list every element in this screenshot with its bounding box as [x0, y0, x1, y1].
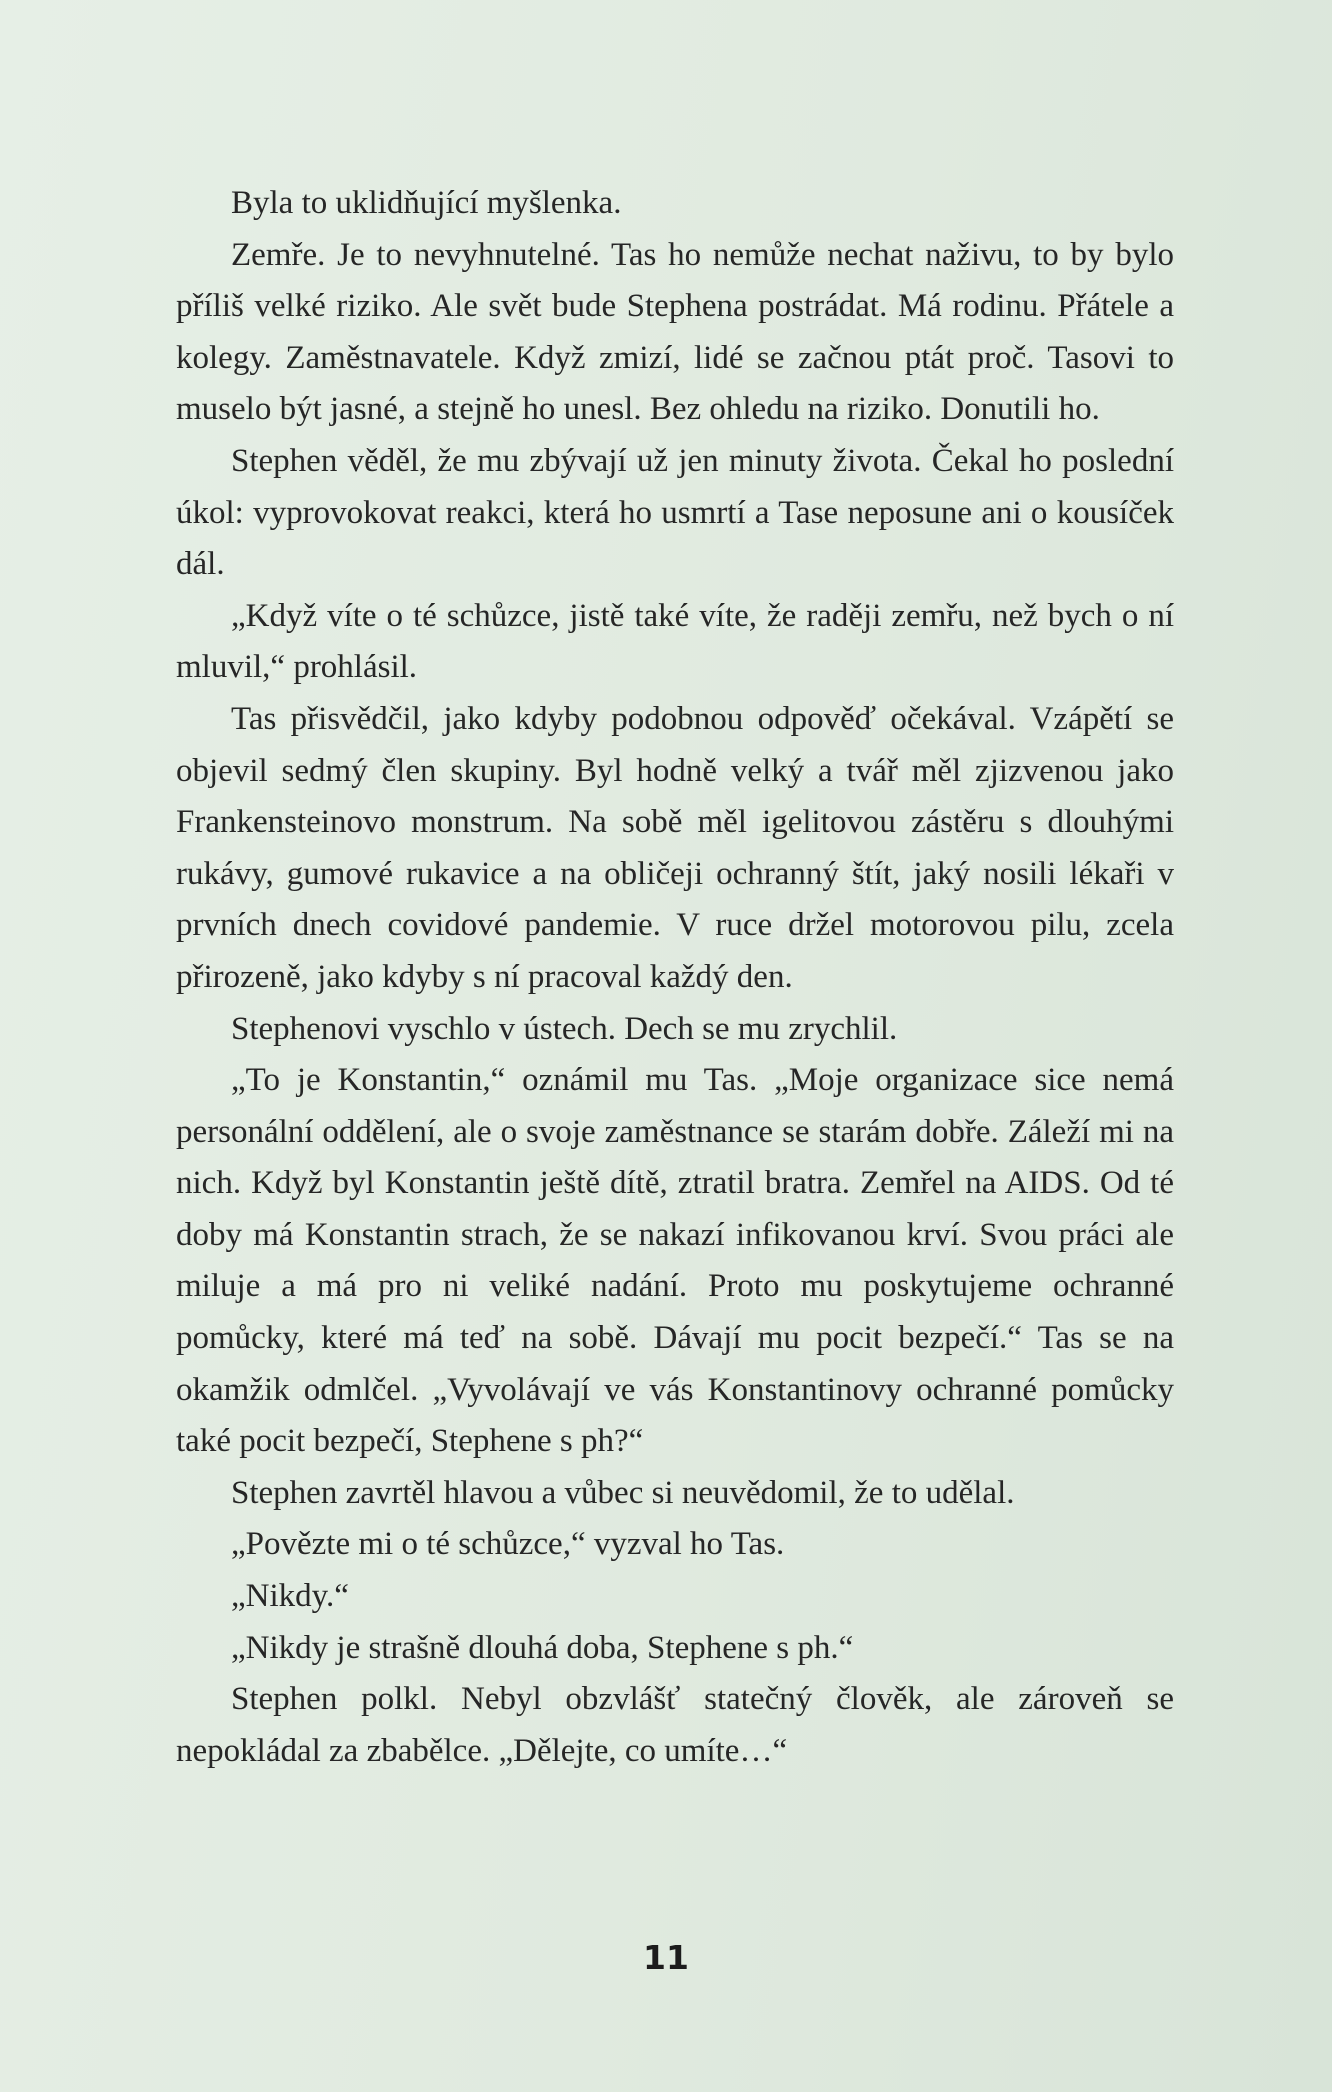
paragraph: „Když víte o té schůzce, jistě také víte, že raději zemřu, než bych o ní mluvil,“ prohlásil. — [176, 597, 1174, 686]
paragraph: „To je Konstantin,“ oznámil mu Tas. „Moje organizace sice nemá personální oddělení, ale o svoje zaměstnance se starám dobře. Záleží mi na nich. Když byl Konstantin ještě dítě, ztratil bratra. Zemřel na AIDS. Od té doby má Konstantin strach, že se nakazí infikovanou krví. Svou práci ale miluje a má pro ni veliké nadání. Proto mu poskytujeme ochranné pomůcky, které má teď na sobě. Dávají mu pocit bezpečí.“ Tas se na okamžik odmlčel. „Vyvolávají ve vás Konstantinovy ochranné pomůcky také pocit bezpečí, Stephene s ph?“ — [176, 1062, 1174, 1460]
page-number: 11 — [643, 1938, 689, 1977]
paragraph: „Nikdy je strašně dlouhá doba, Stephene s ph.“ — [231, 1629, 854, 1666]
paragraph: „Nikdy.“ — [231, 1578, 349, 1615]
paragraph: Tas přisvědčil, jako kdyby podobnou odpověď očekával. Vzápětí se objevil sedmý člen skupiny. Byl hodně velký a tvář měl zjizvenou jako Frankensteinovo monstrum. Na sobě měl igelitovou zástěru s dlouhými rukávy, gumové rukavice a na obličeji ochranný štít, jaký nosili lékaři v prvních dnech covidové pandemie. V ruce držel motorovou pilu, zcela přirozeně, jako kdyby s ní pracoval každý den. — [176, 700, 1174, 995]
paragraph: Byla to uklidňující myšlenka. — [231, 185, 622, 221]
paragraph: Stephen polkl. Nebyl obzvlášť statečný člověk, ale zároveň se nepokládal za zbabělce. „Dělejte, co umíte…“ — [176, 1681, 1174, 1769]
paragraph: „Povězte mi o té schůzce,“ vyzval ho Tas. — [231, 1526, 785, 1563]
paragraph: Stephenovi vyschlo v ústech. Dech se mu zrychlil. — [231, 1010, 898, 1047]
paragraph: Stephen věděl, že mu zbývají už jen minuty života. Čekal ho poslední úkol: vyprovokovat reakci, která ho usmrtí a Tase neposune ani o kousíček dál. — [176, 442, 1174, 583]
paragraph: Zemře. Je to nevyhnutelné. Tas ho nemůže nechat naživu, to by bylo příliš velké riziko. Ale svět bude Stephena postrádat. Má rodinu. Přátele a kolegy. Zaměstnavatele. Když zmizí, lidé se začnou ptát proč. Tasovi to muselo být jasné, a stejně ho unesl. Bez ohledu na riziko. Donutili ho. — [176, 236, 1174, 428]
body-text — [176, 178, 1174, 1777]
paragraph: Stephen zavrtěl hlavou a vůbec si neuvědomil, že to udělal. — [231, 1474, 1015, 1511]
